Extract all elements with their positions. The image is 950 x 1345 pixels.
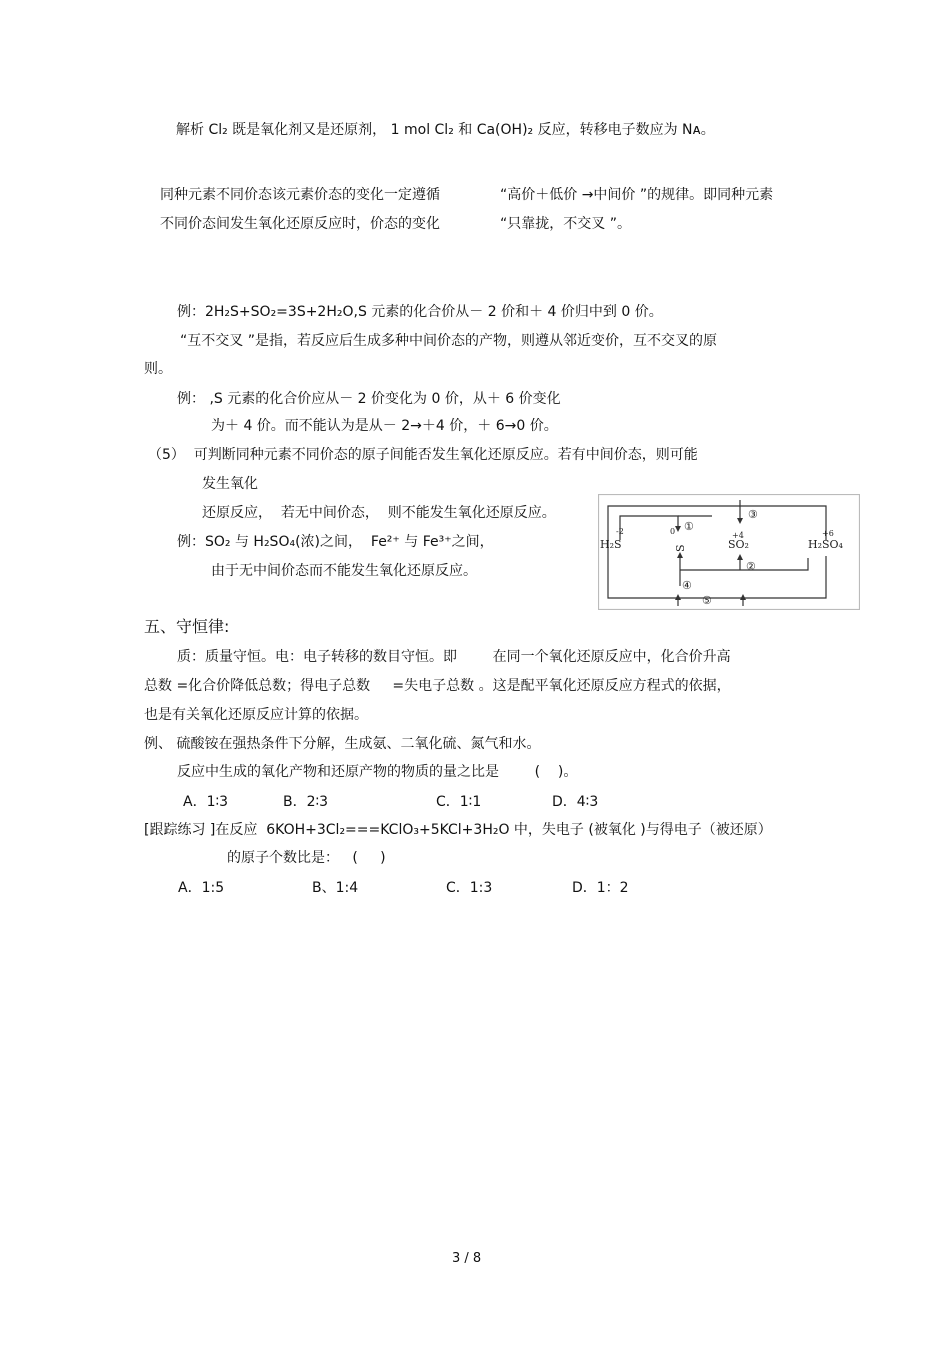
ox-so2: +4 [732, 531, 744, 540]
page-number: 3 / 8 [452, 1251, 482, 1266]
valence-diagram [598, 494, 860, 610]
track-option-c: C．1:3 [446, 880, 493, 896]
example-2a: 例： ,S 元素的化合价应从－ 2 价变化为 0 价，从＋ 6 价变化 [177, 391, 561, 407]
conservation-1: 质：质量守恒。电：电子转移的数目守恒。即 在同一个氧化还原反应中，化合价升高 [177, 649, 731, 665]
ox-h2so4: +6 [822, 529, 834, 538]
example-1: 例：2H₂S+SO₂=3S+2H₂O,S 元素的化合价从－ 2 价和＋ 4 价归中到 0 价。 [177, 304, 663, 320]
option-b: B．2∶3 [283, 794, 329, 810]
example-3a: 例：SO₂ 与 H₂SO₄(浓)之间， Fe²⁺ 与 Fe³⁺之间， [177, 534, 494, 550]
rule-line-2a: 不同价态间发生氧化还原反应时，价态的变化 [160, 216, 440, 232]
species-h2so4: H₂SO₄ [808, 538, 843, 551]
section-heading-conservation: 五、守恒律: [144, 617, 230, 636]
tracking-question: 的原子个数比是： ( ) [227, 850, 386, 866]
no-cross-line: “互不交叉 ”是指，若反应后生成多种中间价态的产物，则遵从邻近变价，互不交叉的原 [180, 333, 717, 349]
option-a: A．1∶3 [183, 794, 229, 810]
track-option-a: A．1:5 [178, 880, 225, 896]
conservation-2: 总数 =化合价降低总数；得电子总数 =失电子总数 。这是配平氧化还原反应方程式的依据， [144, 678, 731, 694]
conservation-3: 也是有关氧化还原反应计算的依据。 [144, 707, 368, 723]
item-5c: 还原反应， 若无中间价态， 则不能发生氧化还原反应。 [202, 505, 556, 521]
rule-line-2b: “只靠拢，不交叉 ”。 [500, 216, 631, 232]
arrow-label-3: ③ [748, 508, 758, 521]
example-4: 例、 硫酸铵在强热条件下分解，生成氨、二氧化硫、氮气和水。 [144, 736, 541, 752]
species-s: S [674, 544, 687, 552]
example-2b: 为＋ 4 价。而不能认为是从－ 2→＋4 价，＋ 6→0 价。 [211, 418, 558, 434]
arrow-label-5: ⑤ [702, 594, 712, 607]
ox-h2s: -2 [616, 527, 624, 536]
track-option-d: D．1：2 [572, 880, 629, 896]
item-5b: 发生氧化 [202, 476, 258, 492]
arrow-label-1: ① [684, 520, 694, 533]
arrow-label-4: ④ [682, 579, 692, 592]
rule-line-1a: 同种元素不同价态该元素价态的变化一定遵循 [160, 187, 440, 203]
species-h2s: H₂S [600, 538, 622, 551]
option-d: D．4∶3 [552, 794, 599, 810]
rule-line-1b: “高价＋低价 →中间价 ”的规律。即同种元素 [500, 187, 774, 203]
ox-s: 0 [670, 527, 676, 536]
item-5a: （5） 可判断同种元素不同价态的原子间能否发生氧化还原反应。若有中间价态，则可能 [148, 447, 698, 463]
example-4-question: 反应中生成的氧化产物和还原产物的物质的量之比是 ( )。 [177, 764, 578, 780]
example-3b: 由于无中间价态而不能发生氧化还原反应。 [211, 563, 477, 579]
analysis-line: 解析 Cl₂ 既是氧化剂又是还原剂， 1 mol Cl₂ 和 Ca(OH)₂ 反应，转移电子数应为 Nᴀ。 [176, 122, 715, 138]
species-so2: SO₂ [728, 538, 749, 551]
option-c: C．1∶1 [436, 794, 482, 810]
track-option-b: B、1:4 [312, 880, 359, 896]
arrow-label-2: ② [746, 560, 756, 573]
no-cross-line-2: 则。 [144, 361, 172, 377]
tracking-exercise: [跟踪练习 ]在反应 6KOH+3Cl₂===KClO₃+5KCl+3H₂O 中，失电子 (被氧化 )与得电子（被还原） [144, 822, 772, 838]
